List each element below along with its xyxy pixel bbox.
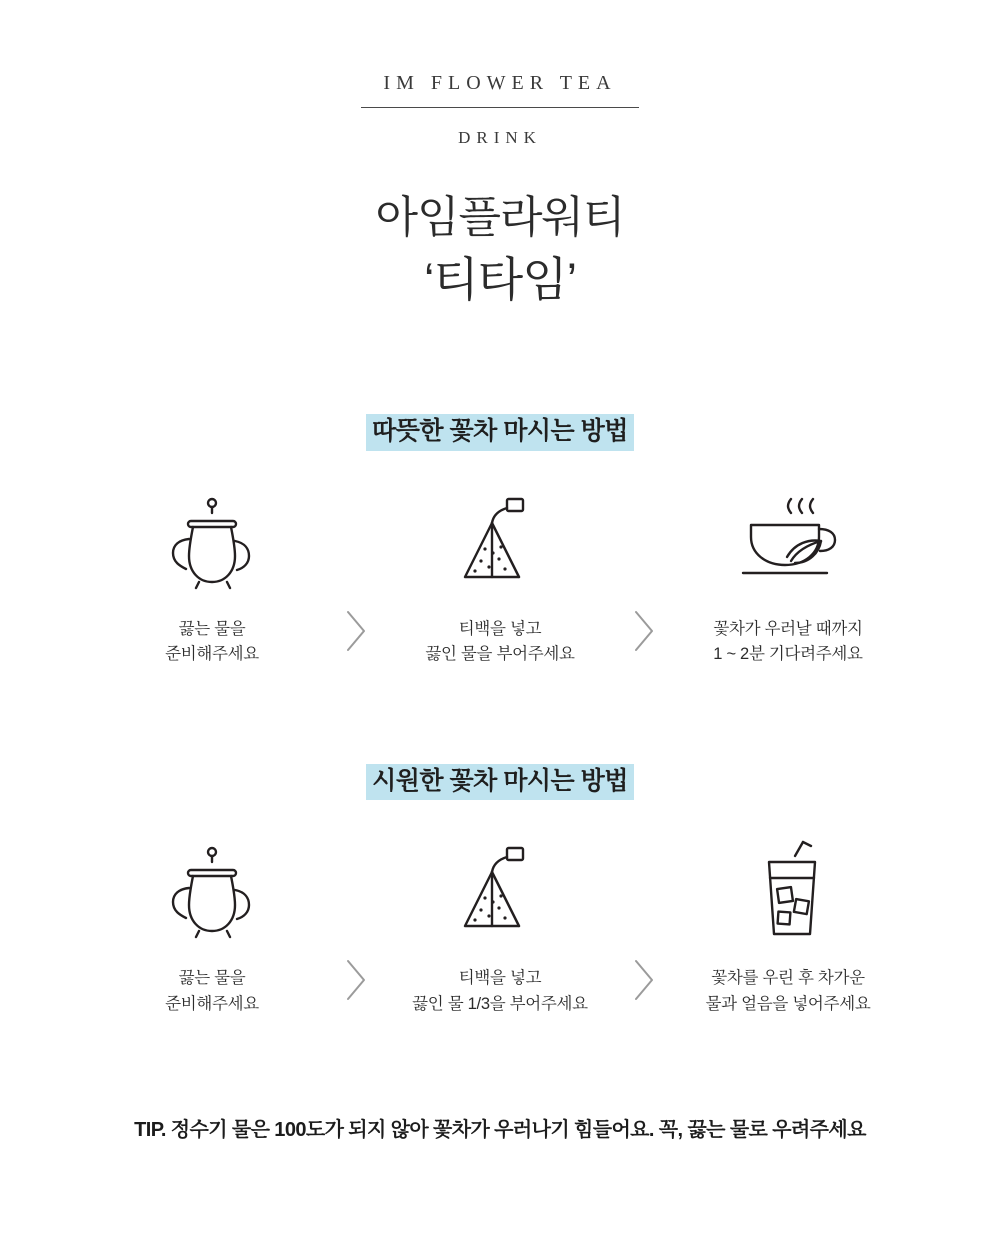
step-caption-line-2: 준비해주세요 <box>165 994 259 1013</box>
teapot-icon <box>96 840 328 944</box>
step-item <box>96 840 328 1017</box>
step-caption <box>384 966 616 1017</box>
step-caption-line-2: 물과 얼음을 넣어주세요 <box>705 994 871 1013</box>
step-caption <box>96 617 328 668</box>
iced-drink-icon <box>672 840 904 944</box>
title-line-1: 아임플라워티 <box>375 193 625 242</box>
step-caption-line-2: 준비해주세요 <box>165 645 259 664</box>
section-cold <box>0 764 1000 1017</box>
arrow-icon <box>616 491 672 653</box>
teabag-icon <box>384 840 616 944</box>
section-cold-heading: 시원한 꽃차 마시는 방법 <box>366 764 634 800</box>
teapot-icon <box>96 491 328 595</box>
step-caption-line-1: 끓는 물을 <box>178 619 246 638</box>
section-cold-heading-wrap <box>0 764 1000 800</box>
step-caption <box>96 966 328 1017</box>
step-caption-line-2: 끓인 물 1/3을 부어주세요 <box>412 994 588 1013</box>
section-hot-steps <box>0 491 1000 668</box>
step-caption-line-1: 꽃차를 우린 후 차가운 <box>711 969 865 988</box>
page-title <box>0 190 1000 310</box>
teabag-icon <box>384 491 616 595</box>
title-line-2: ‘티타임’ <box>423 253 577 307</box>
section-hot <box>0 414 1000 667</box>
step-caption-line-1: 끓는 물을 <box>178 969 246 988</box>
section-hot-heading-wrap <box>0 414 1000 450</box>
step-item <box>672 840 904 1017</box>
section-hot-heading: 따뜻한 꽃차 마시는 방법 <box>366 414 634 450</box>
section-cold-steps <box>0 840 1000 1017</box>
step-item <box>384 491 616 668</box>
step-item <box>384 840 616 1017</box>
arrow-icon <box>328 491 384 653</box>
step-item <box>96 491 328 668</box>
step-caption-line-1: 티백을 넣고 <box>458 969 542 988</box>
step-caption <box>672 966 904 1017</box>
teacup-icon <box>672 491 904 595</box>
step-caption <box>384 617 616 668</box>
tip-text: TIP. 정수기 물은 100도가 되지 않아 꽃차가 우러나기 힘들어요. 꼭, 끓는 물로 우려주세요 <box>134 1119 866 1142</box>
brand-category: DRINK <box>458 128 542 147</box>
step-caption <box>672 617 904 668</box>
brand-name: IM FLOWER TEA <box>383 72 617 94</box>
brand-divider <box>361 107 639 108</box>
step-caption-line-2: 1 ~ 2분 기다려주세요 <box>713 645 863 664</box>
step-item <box>672 491 904 668</box>
brand-header <box>0 0 1000 148</box>
arrow-icon <box>328 840 384 1002</box>
arrow-icon <box>616 840 672 1002</box>
step-caption-line-1: 티백을 넣고 <box>458 619 542 638</box>
step-caption-line-1: 꽃차가 우러날 때까지 <box>713 619 863 638</box>
step-caption-line-2: 끓인 물을 부어주세요 <box>425 645 575 664</box>
